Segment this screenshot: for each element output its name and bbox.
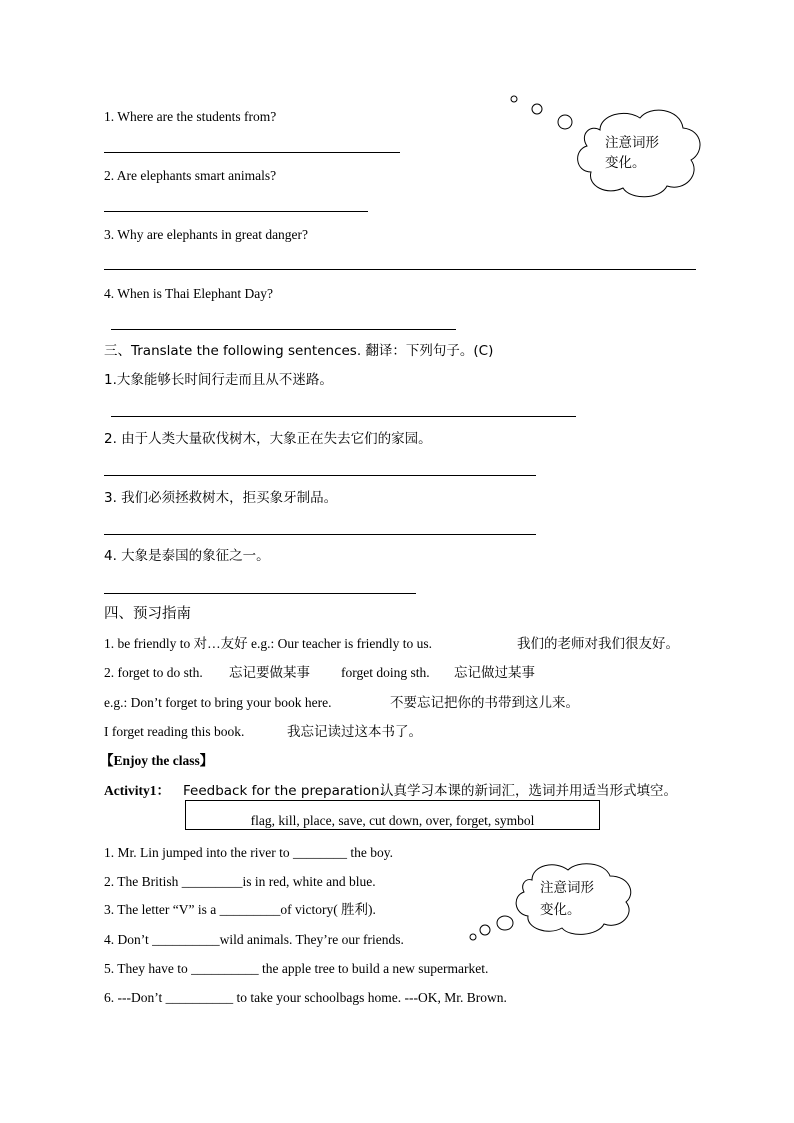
question-3: 3. Why are elephants in great danger?	[104, 227, 309, 242]
fill-item-3: 3. The letter “V” is a _________of victory( 胜利).	[104, 902, 376, 917]
guide-line-2-cn1: 忘记要做某事	[229, 665, 310, 681]
answer-line-1[interactable]	[104, 152, 400, 153]
enjoy-heading: 【Enjoy the class】	[100, 753, 214, 768]
guide-line-4-en: I forget reading this book.	[104, 724, 245, 739]
translate-item-2: 2. 由于人类大量砍伐树木，大象正在失去它们的家园。	[104, 431, 432, 447]
guide-line-4-cn: 我忘记读过这本书了。	[287, 724, 422, 740]
question-4: 4. When is Thai Elephant Day?	[104, 286, 273, 301]
guide-line-2-cn2: 忘记做过某事	[454, 665, 535, 681]
fill-item-5: 5. They have to __________ the apple tree to build a new supermarket.	[104, 961, 489, 976]
fill-item-1: 1. Mr. Lin jumped into the river to ________ the boy.	[104, 845, 393, 860]
guide-line-1-cn: 我们的老师对我们很友好。	[517, 636, 679, 652]
activity-1-text-cn: 认真学习本课的新词汇，选词并用适当形式填空。	[380, 783, 677, 799]
translate-line-3[interactable]	[104, 534, 536, 535]
answer-line-3[interactable]	[104, 269, 696, 270]
section-4-heading: 四、预习指南	[104, 606, 191, 622]
fill-item-2: 2. The British _________is in red, white and blue.	[104, 874, 376, 889]
guide-line-1-en: 1. be friendly to 对…友好 e.g.: Our teacher is friendly to us.	[104, 636, 433, 651]
cloud-2-line-2: 变化。	[540, 902, 581, 918]
activity-1-text-en: Feedback for the preparation.	[183, 783, 384, 799]
answer-line-2[interactable]	[104, 211, 368, 212]
guide-line-2-en: 2. forget to do sth.	[104, 665, 203, 680]
translate-item-3: 3. 我们必须拯救树木，拒买象牙制品。	[104, 490, 338, 506]
translate-line-4[interactable]	[104, 593, 416, 594]
translate-line-1[interactable]	[111, 416, 576, 417]
fill-item-4: 4. Don’t __________wild animals. They’re our friends.	[104, 932, 404, 947]
guide-line-2-en2: forget doing sth.	[341, 665, 430, 680]
activity-1-label: Activity1：	[104, 783, 170, 798]
question-2: 2. Are elephants smart animals?	[104, 168, 277, 183]
guide-line-3-en: e.g.: Don’t forget to bring your book here.	[104, 695, 332, 710]
answer-line-4[interactable]	[111, 329, 456, 330]
word-box-text: flag, kill, place, save, cut down, over, forget, symbol	[250, 813, 535, 828]
cloud-1-line-1: 注意词形	[605, 135, 659, 151]
translate-item-4: 4. 大象是泰国的象征之一。	[104, 548, 270, 564]
guide-line-3-cn: 不要忘记把你的书带到这儿来。	[390, 695, 579, 711]
question-1: 1. Where are the students from?	[104, 109, 277, 124]
translate-item-1: 1.大象能够长时间行走而且从不迷路。	[104, 372, 333, 388]
cloud-1-line-2: 变化。	[605, 155, 646, 171]
translate-line-2[interactable]	[104, 475, 536, 476]
fill-item-6: 6. ---Don’t __________ to take your schoolbags home. ---OK, Mr. Brown.	[104, 990, 507, 1005]
word-box	[185, 800, 600, 830]
cloud-2-line-1: 注意词形	[540, 880, 594, 896]
section-3-heading: 三、Translate the following sentences. 翻译：下列句子。(C)	[104, 343, 494, 359]
